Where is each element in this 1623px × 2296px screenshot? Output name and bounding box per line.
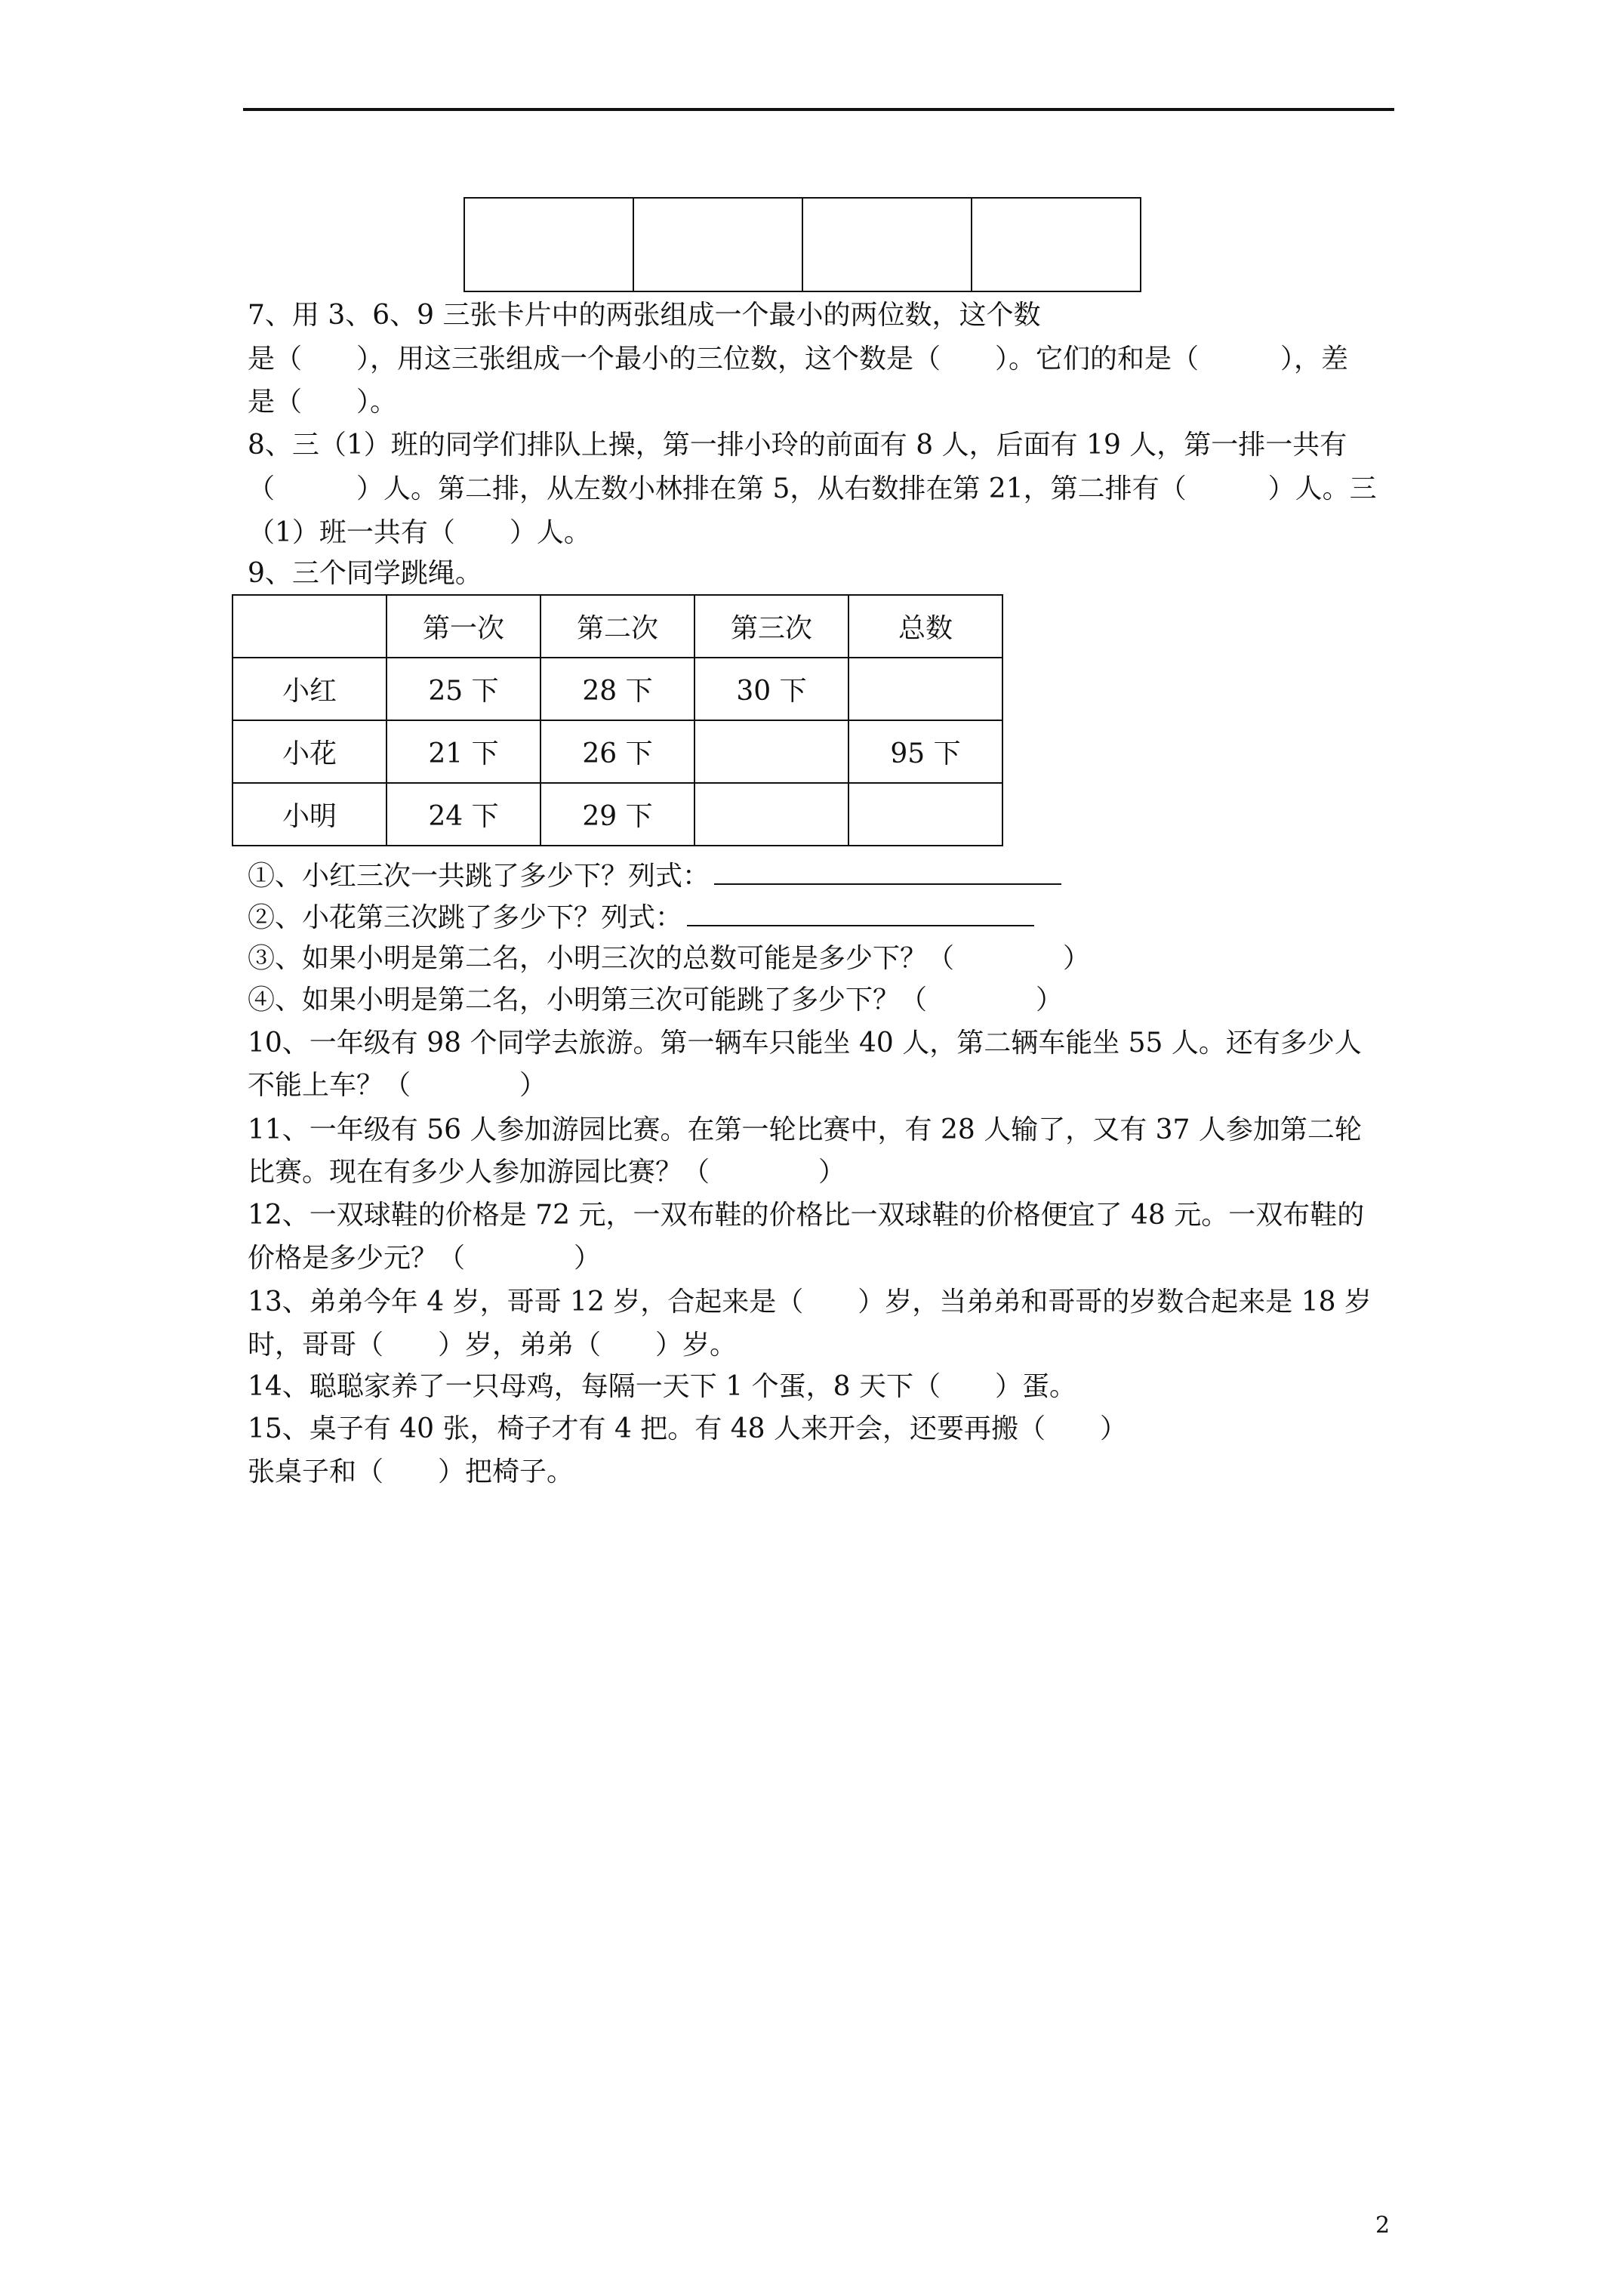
table-cell <box>694 783 848 846</box>
card-box <box>633 198 802 291</box>
table-cell <box>848 783 1002 846</box>
header-cell: 第一次 <box>387 595 540 658</box>
header-cell: 总数 <box>848 595 1002 658</box>
jump-rope-table <box>232 594 1003 846</box>
question-9-sub-1-text: ①、小红三次一共跳了多少下？列式： <box>248 861 710 892</box>
table-cell: 28 下 <box>540 658 694 720</box>
question-9-sub-1 <box>248 861 1061 892</box>
question-15-line-2: 张桌子和（ ）把椅子。 <box>248 1456 574 1487</box>
question-11-line-2: 比赛。现在有多少人参加游园比赛？（ ） <box>248 1157 846 1188</box>
question-8-line-1: 8、三（1）班的同学们排队上操，第一排小玲的前面有 8 人，后面有 19 人，第一排一共有 <box>248 430 1347 461</box>
header-cell: 第二次 <box>540 595 694 658</box>
question-15-line-1: 15、桌子有 40 张，椅子才有 4 把。有 48 人来开会，还要再搬（ ） <box>248 1413 1127 1444</box>
question-7-line-3: 是（ ）。 <box>248 387 398 418</box>
table-header-row <box>233 595 1002 658</box>
card-boxes <box>463 197 1141 292</box>
question-13-line-2: 时，哥哥（ ）岁，弟弟（ ）岁。 <box>248 1330 738 1361</box>
question-12-line-1: 12、一双球鞋的价格是 72 元，一双布鞋的价格比一双球鞋的价格便宜了 48 元。一双布鞋的 <box>248 1200 1365 1231</box>
answer-blank <box>687 902 1034 926</box>
table-row <box>233 720 1002 783</box>
table-cell <box>694 720 848 783</box>
card-box <box>802 198 972 291</box>
question-9-sub-3: ③、如果小明是第二名，小明三次的总数可能是多少下？（ ） <box>248 943 1091 974</box>
table-cell: 24 下 <box>387 783 540 846</box>
table-cell <box>848 658 1002 720</box>
question-7-line-2: 是（ ），用这三张组成一个最小的三位数，这个数是（ ）。它们的和是（ ），差 <box>248 344 1349 374</box>
question-9-title: 9、三个同学跳绳。 <box>248 558 482 589</box>
table-cell: 21 下 <box>387 720 540 783</box>
question-7-line-1: 7、用 3、6、9 三张卡片中的两张组成一个最小的两位数，这个数 <box>248 300 1041 331</box>
answer-blank <box>714 861 1061 885</box>
page-number: 2 <box>1375 2212 1390 2239</box>
question-13-line-1: 13、弟弟今年 4 岁，哥哥 12 岁，合起来是（ ）岁，当弟弟和哥哥的岁数合起来是 18 岁 <box>248 1287 1372 1318</box>
header-rule <box>243 108 1394 111</box>
table-cell: 小明 <box>233 783 387 846</box>
table-cell: 30 下 <box>694 658 848 720</box>
question-8-line-3: （1）班一共有（ ）人。 <box>248 517 591 548</box>
question-11-line-1: 11、一年级有 56 人参加游园比赛。在第一轮比赛中，有 28 人输了，又有 37 人参加第二轮 <box>248 1114 1362 1145</box>
table-cell: 小红 <box>233 658 387 720</box>
question-10-line-1: 10、一年级有 98 个同学去旅游。第一辆车只能坐 40 人，第二辆车能坐 55 人。还有多少人 <box>248 1028 1362 1059</box>
question-10-line-2: 不能上车？（ ） <box>248 1070 547 1101</box>
header-cell <box>233 595 387 658</box>
table-cell: 25 下 <box>387 658 540 720</box>
table-row <box>233 658 1002 720</box>
table-cell: 95 下 <box>848 720 1002 783</box>
question-9-sub-2 <box>248 902 1034 933</box>
question-9-sub-2-text: ②、小花第三次跳了多少下？列式： <box>248 902 683 933</box>
question-9-sub-4: ④、如果小明是第二名，小明第三次可能跳了多少下？（ ） <box>248 985 1064 1015</box>
table-cell: 小花 <box>233 720 387 783</box>
table-cell: 29 下 <box>540 783 694 846</box>
question-12-line-2: 价格是多少元？（ ） <box>248 1243 602 1274</box>
question-14-line-1: 14、聪聪家养了一只母鸡，每隔一天下 1 个蛋，8 天下（ ）蛋。 <box>248 1371 1076 1402</box>
question-8-line-2: （ ）人。第二排，从左数小林排在第 5，从右数排在第 21，第二排有（ ）人。三 <box>248 473 1377 504</box>
card-box <box>972 198 1141 291</box>
header-cell: 第三次 <box>694 595 848 658</box>
card-box <box>464 198 633 291</box>
table-cell: 26 下 <box>540 720 694 783</box>
table-row <box>233 783 1002 846</box>
